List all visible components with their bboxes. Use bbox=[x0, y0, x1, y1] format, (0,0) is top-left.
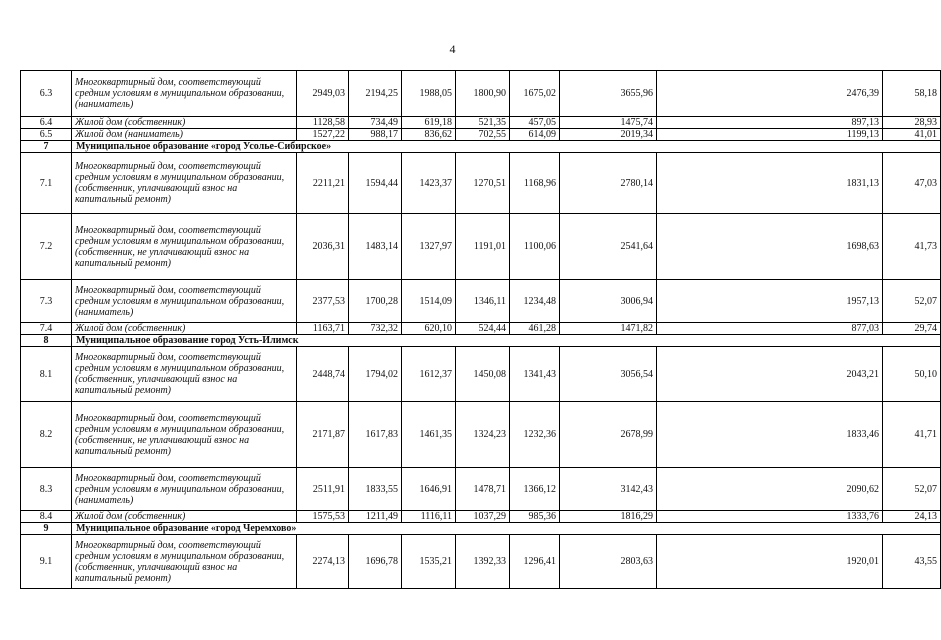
value-cell-4: 1800,90 bbox=[456, 71, 510, 117]
value-cell-4: 1270,51 bbox=[456, 153, 510, 214]
value-cell-4: 1191,01 bbox=[456, 214, 510, 280]
value-cell-4: 1324,23 bbox=[456, 402, 510, 468]
section-title: Муниципальное образование город Усть-Илимск bbox=[72, 335, 941, 347]
table-row bbox=[21, 535, 941, 589]
value-cell-3: 1461,35 bbox=[402, 402, 456, 468]
value-cell-8: 52,07 bbox=[883, 468, 941, 511]
value-cell-3: 1327,97 bbox=[402, 214, 456, 280]
value-cell-2: 1696,78 bbox=[349, 535, 402, 589]
value-cell-2: 1617,83 bbox=[349, 402, 402, 468]
row-description: Многоквартирный дом, соответствующий средним условиям в муниципальном образовании, (собственник, не уплачивающий взнос на капитальный ремонт) bbox=[72, 402, 297, 468]
value-cell-6: 3142,43 bbox=[560, 468, 657, 511]
value-cell-8: 41,73 bbox=[883, 214, 941, 280]
value-cell-3: 1988,05 bbox=[402, 71, 456, 117]
value-cell-3: 620,10 bbox=[402, 323, 456, 335]
value-cell-6: 2803,63 bbox=[560, 535, 657, 589]
value-cell-5: 1366,12 bbox=[510, 468, 560, 511]
value-cell-6: 2780,14 bbox=[560, 153, 657, 214]
row-description: Многоквартирный дом, соответствующий средним условиям в муниципальном образовании, (наниматель) bbox=[72, 280, 297, 323]
value-cell-2: 1794,02 bbox=[349, 347, 402, 402]
value-cell-6: 2678,99 bbox=[560, 402, 657, 468]
value-cell-3: 1514,09 bbox=[402, 280, 456, 323]
value-cell-8: 43,55 bbox=[883, 535, 941, 589]
value-cell-3: 1423,37 bbox=[402, 153, 456, 214]
row-description: Многоквартирный дом, соответствующий средним условиям в муниципальном образовании, (собственник, уплачивающий взнос на капитальный ремонт) bbox=[72, 535, 297, 589]
value-cell-7: 2476,39 bbox=[657, 71, 883, 117]
value-cell-8: 58,18 bbox=[883, 71, 941, 117]
value-cell-8: 41,01 bbox=[883, 129, 941, 141]
value-cell-3: 836,62 bbox=[402, 129, 456, 141]
row-description: Жилой дом (собственник) bbox=[72, 511, 297, 523]
row-description: Жилой дом (наниматель) bbox=[72, 129, 297, 141]
value-cell-6: 2541,64 bbox=[560, 214, 657, 280]
value-cell-7: 1698,63 bbox=[657, 214, 883, 280]
value-cell-7: 1920,01 bbox=[657, 535, 883, 589]
value-cell-4: 521,35 bbox=[456, 117, 510, 129]
value-cell-2: 1211,49 bbox=[349, 511, 402, 523]
section-row bbox=[21, 523, 941, 535]
value-cell-1: 2171,87 bbox=[297, 402, 349, 468]
value-cell-3: 619,18 bbox=[402, 117, 456, 129]
row-number: 9.1 bbox=[21, 535, 72, 589]
value-cell-6: 1816,29 bbox=[560, 511, 657, 523]
table-row bbox=[21, 280, 941, 323]
section-row bbox=[21, 141, 941, 153]
value-cell-1: 2377,53 bbox=[297, 280, 349, 323]
value-cell-7: 2090,62 bbox=[657, 468, 883, 511]
value-cell-2: 732,32 bbox=[349, 323, 402, 335]
table-row bbox=[21, 71, 941, 117]
value-cell-2: 1833,55 bbox=[349, 468, 402, 511]
row-description: Многоквартирный дом, соответствующий средним условиям в муниципальном образовании, (наниматель) bbox=[72, 468, 297, 511]
value-cell-8: 28,93 bbox=[883, 117, 941, 129]
row-description: Многоквартирный дом, соответствующий средним условиям в муниципальном образовании, (наниматель) bbox=[72, 71, 297, 117]
value-cell-8: 41,71 bbox=[883, 402, 941, 468]
table-body bbox=[21, 71, 941, 589]
value-cell-7: 2043,21 bbox=[657, 347, 883, 402]
row-number: 8.4 bbox=[21, 511, 72, 523]
value-cell-2: 1483,14 bbox=[349, 214, 402, 280]
table-row bbox=[21, 129, 941, 141]
value-cell-4: 702,55 bbox=[456, 129, 510, 141]
value-cell-1: 2511,91 bbox=[297, 468, 349, 511]
value-cell-5: 1341,43 bbox=[510, 347, 560, 402]
row-number: 9 bbox=[21, 523, 72, 535]
table-row bbox=[21, 117, 941, 129]
value-cell-5: 1234,48 bbox=[510, 280, 560, 323]
value-cell-4: 1450,08 bbox=[456, 347, 510, 402]
value-cell-6: 3056,54 bbox=[560, 347, 657, 402]
tariff-table bbox=[20, 70, 941, 589]
row-number: 6.4 bbox=[21, 117, 72, 129]
row-number: 7.2 bbox=[21, 214, 72, 280]
value-cell-6: 3006,94 bbox=[560, 280, 657, 323]
value-cell-2: 1700,28 bbox=[349, 280, 402, 323]
value-cell-1: 1128,58 bbox=[297, 117, 349, 129]
row-description: Жилой дом (собственник) bbox=[72, 117, 297, 129]
value-cell-3: 1116,11 bbox=[402, 511, 456, 523]
value-cell-4: 1392,33 bbox=[456, 535, 510, 589]
value-cell-7: 1333,76 bbox=[657, 511, 883, 523]
row-number: 7.4 bbox=[21, 323, 72, 335]
value-cell-1: 1575,53 bbox=[297, 511, 349, 523]
value-cell-2: 988,17 bbox=[349, 129, 402, 141]
table-row bbox=[21, 347, 941, 402]
value-cell-1: 2274,13 bbox=[297, 535, 349, 589]
row-description: Многоквартирный дом, соответствующий средним условиям в муниципальном образовании, (собственник, уплачивающий взнос на капитальный ремонт) bbox=[72, 347, 297, 402]
table-row bbox=[21, 468, 941, 511]
row-description: Многоквартирный дом, соответствующий средним условиям в муниципальном образовании, (собственник, не уплачивающий взнос на капитальный ремонт) bbox=[72, 214, 297, 280]
value-cell-1: 1527,22 bbox=[297, 129, 349, 141]
value-cell-6: 1471,82 bbox=[560, 323, 657, 335]
value-cell-5: 457,05 bbox=[510, 117, 560, 129]
table-row bbox=[21, 323, 941, 335]
value-cell-6: 2019,34 bbox=[560, 129, 657, 141]
value-cell-5: 1168,96 bbox=[510, 153, 560, 214]
value-cell-2: 2194,25 bbox=[349, 71, 402, 117]
value-cell-2: 1594,44 bbox=[349, 153, 402, 214]
row-number: 7.1 bbox=[21, 153, 72, 214]
section-title: Муниципальное образование «город Усолье-Сибирское» bbox=[72, 141, 941, 153]
value-cell-8: 47,03 bbox=[883, 153, 941, 214]
value-cell-4: 1346,11 bbox=[456, 280, 510, 323]
value-cell-3: 1646,91 bbox=[402, 468, 456, 511]
section-row bbox=[21, 335, 941, 347]
row-number: 6.3 bbox=[21, 71, 72, 117]
value-cell-3: 1535,21 bbox=[402, 535, 456, 589]
table-row bbox=[21, 214, 941, 280]
row-number: 7.3 bbox=[21, 280, 72, 323]
value-cell-8: 24,13 bbox=[883, 511, 941, 523]
row-number: 8 bbox=[21, 335, 72, 347]
row-number: 7 bbox=[21, 141, 72, 153]
value-cell-7: 877,03 bbox=[657, 323, 883, 335]
value-cell-1: 2036,31 bbox=[297, 214, 349, 280]
table-row bbox=[21, 153, 941, 214]
value-cell-5: 1675,02 bbox=[510, 71, 560, 117]
value-cell-5: 614,09 bbox=[510, 129, 560, 141]
row-description: Многоквартирный дом, соответствующий средним условиям в муниципальном образовании, (собственник, уплачивающий взнос на капитальный ремонт) bbox=[72, 153, 297, 214]
value-cell-2: 734,49 bbox=[349, 117, 402, 129]
value-cell-7: 1957,13 bbox=[657, 280, 883, 323]
row-number: 8.1 bbox=[21, 347, 72, 402]
value-cell-1: 2949,03 bbox=[297, 71, 349, 117]
page-number: 4 bbox=[449, 42, 456, 56]
value-cell-8: 29,74 bbox=[883, 323, 941, 335]
value-cell-5: 1232,36 bbox=[510, 402, 560, 468]
value-cell-4: 524,44 bbox=[456, 323, 510, 335]
section-title: Муниципальное образование «город Черемхово» bbox=[72, 523, 941, 535]
row-number: 8.3 bbox=[21, 468, 72, 511]
value-cell-5: 1296,41 bbox=[510, 535, 560, 589]
value-cell-7: 1199,13 bbox=[657, 129, 883, 141]
table-row bbox=[21, 402, 941, 468]
value-cell-5: 985,36 bbox=[510, 511, 560, 523]
value-cell-7: 897,13 bbox=[657, 117, 883, 129]
value-cell-6: 1475,74 bbox=[560, 117, 657, 129]
row-description: Жилой дом (собственник) bbox=[72, 323, 297, 335]
value-cell-4: 1037,29 bbox=[456, 511, 510, 523]
value-cell-1: 2211,21 bbox=[297, 153, 349, 214]
value-cell-8: 52,07 bbox=[883, 280, 941, 323]
value-cell-1: 1163,71 bbox=[297, 323, 349, 335]
value-cell-5: 461,28 bbox=[510, 323, 560, 335]
value-cell-6: 3655,96 bbox=[560, 71, 657, 117]
value-cell-5: 1100,06 bbox=[510, 214, 560, 280]
row-number: 8.2 bbox=[21, 402, 72, 468]
value-cell-1: 2448,74 bbox=[297, 347, 349, 402]
value-cell-8: 50,10 bbox=[883, 347, 941, 402]
value-cell-7: 1833,46 bbox=[657, 402, 883, 468]
value-cell-4: 1478,71 bbox=[456, 468, 510, 511]
row-number: 6.5 bbox=[21, 129, 72, 141]
value-cell-7: 1831,13 bbox=[657, 153, 883, 214]
table-row bbox=[21, 511, 941, 523]
value-cell-3: 1612,37 bbox=[402, 347, 456, 402]
